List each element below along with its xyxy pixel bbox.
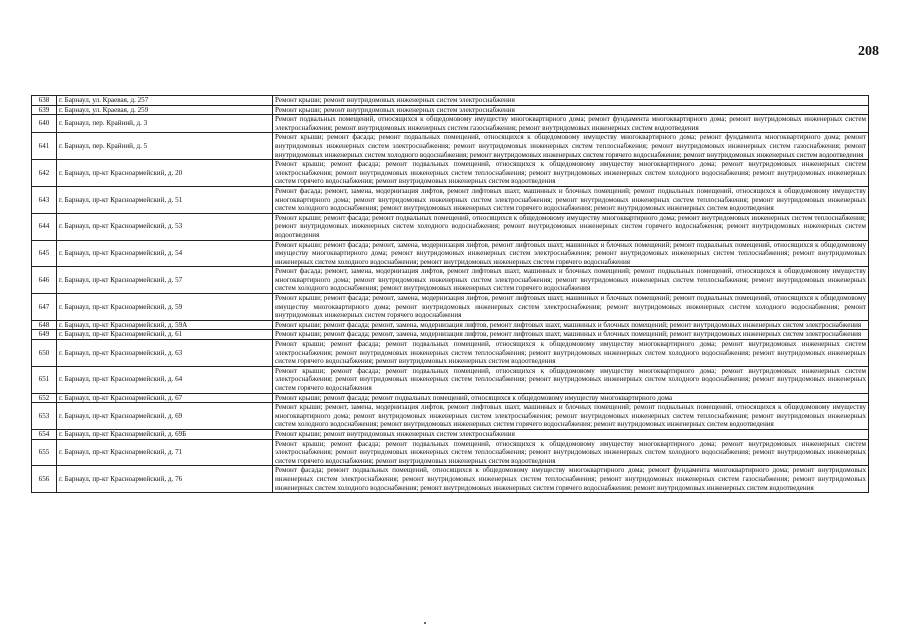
address-cell: г. Барнаул, пр-кт Красноармейский, д. 71 — [57, 439, 273, 466]
address-cell: г. Барнаул, пр-кт Красноармейский, д. 59А — [57, 320, 273, 330]
address-cell: г. Барнаул, ул. Краевая, д. 259 — [57, 105, 273, 115]
row-number-cell: 653 — [32, 403, 57, 430]
address-cell: г. Барнаул, пр-кт Красноармейский, д. 57 — [57, 267, 273, 294]
row-number-cell: 644 — [32, 213, 57, 240]
table-row — [32, 294, 869, 321]
works-cell: Ремонт крыши; ремонт, замена, модернизация лифтов, ремонт лифтовых шахт, машинных и блочных помещений; ремонт подвальных помещений, относящихся к общедомовому имуществу многоквартирного дома; ремонт внутридомовых инженерных систем электроснабжения; ремонт внутридомовых инженерных систем теплоснабжения; ремонт внутридомовых инженерных систем холодного водоснабжения; ремонт внутридомовых инженерных систем горячего водоснабжения; ремонт внутридомовых инженерных систем водоотведения — [273, 403, 869, 430]
row-number-cell: 651 — [32, 366, 57, 393]
table-row — [32, 213, 869, 240]
table-body — [32, 96, 869, 493]
row-number-cell: 638 — [32, 96, 57, 106]
address-cell: г. Барнаул, пр-кт Красноармейский, д. 20 — [57, 160, 273, 187]
table-row — [32, 240, 869, 267]
address-cell: г. Барнаул, пр-кт Красноармейский, д. 69Б — [57, 429, 273, 439]
table-row — [32, 439, 869, 466]
works-cell: Ремонт фасада; ремонт, замена, модернизация лифтов, ремонт лифтовых шахт, машинных и блочных помещений; ремонт подвальных помещений, относящихся к общедомовому имуществу многоквартирного дома; ремонт внутридомовых инженерных систем электроснабжения; ремонт внутридомовых инженерных систем теплоснабжения; ремонт внутридомовых инженерных систем холодного водоснабжения; ремонт внутридомовых инженерных систем горячего водоснабжения — [273, 267, 869, 294]
table-row — [32, 320, 869, 330]
row-number-cell: 654 — [32, 429, 57, 439]
scan-dot — [424, 622, 426, 624]
works-cell: Ремонт крыши; ремонт внутридомовых инженерных систем электроснабжения — [273, 105, 869, 115]
works-cell: Ремонт крыши; ремонт фасада; ремонт подвальных помещений, относящихся к общедомовому имуществу многоквартирного дома; ремонт внутридомовых инженерных систем электроснабжения; ремонт внутридомовых инженерных систем теплоснабжения; ремонт внутридомовых инженерных систем холодного водоснабжения; ремонт внутридомовых инженерных систем горячего водоснабжения — [273, 366, 869, 393]
table-row — [32, 186, 869, 213]
table-row — [32, 366, 869, 393]
works-cell: Ремонт фасада; ремонт, замена, модернизация лифтов, ремонт лифтовых шахт, машинных и блочных помещений; ремонт подвальных помещений, относящихся к общедомовому имуществу многоквартирного дома; ремонт внутридомовых инженерных систем электроснабжения; ремонт внутридомовых инженерных систем теплоснабжения; ремонт внутридомовых инженерных систем холодного водоснабжения; ремонт внутридомовых инженерных систем горячего водоснабжения; ремонт внутридомовых инженерных систем водоотведения — [273, 186, 869, 213]
row-number-cell: 656 — [32, 466, 57, 493]
address-cell: г. Барнаул, пр-кт Красноармейский, д. 76 — [57, 466, 273, 493]
table-row — [32, 105, 869, 115]
table-row — [32, 115, 869, 133]
works-cell: Ремонт крыши; ремонт фасада; ремонт, замена, модернизация лифтов, ремонт лифтовых шахт, машинных и блочных помещений; ремонт внутридомовых инженерных систем электроснабжения — [273, 320, 869, 330]
page-number: 208 — [858, 44, 879, 59]
works-cell: Ремонт фасада; ремонт подвальных помещений, относящихся к общедомовому имуществу многоквартирного дома; ремонт фундамента многоквартирного дома; ремонт внутридомовых инженерных систем электроснабжения; ремонт внутридомовых инженерных систем теплоснабжения; ремонт внутридомовых инженерных систем газоснабжения; ремонт внутридомовых инженерных систем холодного водоснабжения; ремонт внутридомовых инженерных систем горячего водоснабжения; ремонт внутридомовых инженерных систем водоотведения — [273, 466, 869, 493]
table-row — [32, 160, 869, 187]
table-row — [32, 340, 869, 367]
address-cell: г. Барнаул, пр-кт Красноармейский, д. 59 — [57, 294, 273, 321]
works-cell: Ремонт крыши; ремонт фасада; ремонт подвальных помещений, относящихся к общедомовому имуществу многоквартирного дома; ремонт внутридомовых инженерных систем электроснабжения; ремонт внутридомовых инженерных систем теплоснабжения; ремонт внутридомовых инженерных систем холодного водоснабжения; ремонт внутридомовых инженерных систем горячего водоснабжения; ремонт внутридомовых инженерных систем водоотведения — [273, 340, 869, 367]
table-row — [32, 267, 869, 294]
address-cell: г. Барнаул, пр-кт Красноармейский, д. 64 — [57, 366, 273, 393]
address-cell: г. Барнаул, пр-кт Красноармейский, д. 51 — [57, 186, 273, 213]
address-cell: г. Барнаул, пр-кт Красноармейский, д. 69 — [57, 403, 273, 430]
row-number-cell: 641 — [32, 133, 57, 160]
works-cell: Ремонт крыши; ремонт фасада; ремонт подвальных помещений, относящихся к общедомовому имуществу многоквартирного дома; ремонт внутридомовых инженерных систем теплоснабжения; ремонт внутридомовых инженерных систем холодного водоснабжения; ремонт внутридомовых инженерных систем горячего водоснабжения; ремонт внутридомовых инженерных систем водоотведения — [273, 213, 869, 240]
works-cell: Ремонт крыши; ремонт фасада; ремонт, замена, модернизация лифтов, ремонт лифтовых шахт, машинных и блочных помещений; ремонт подвальных помещений, относящихся к общедомовому имуществу многоквартирного дома; ремонт внутридомовых инженерных систем электроснабжения; ремонт внутридомовых инженерных систем холодного водоснабжения; ремонт внутридомовых инженерных систем горячего водоснабжения — [273, 294, 869, 321]
row-number-cell: 639 — [32, 105, 57, 115]
table-row — [32, 466, 869, 493]
works-cell: Ремонт крыши; ремонт фасада; ремонт подвальных помещений, относящихся к общедомовому имуществу многоквартирного дома; ремонт внутридомовых инженерных систем электроснабжения; ремонт внутридомовых инженерных систем теплоснабжения; ремонт внутридомовых инженерных систем холодного водоснабжения; ремонт внутридомовых инженерных систем горячего водоснабжения; ремонт внутридомовых инженерных систем водоотведения — [273, 160, 869, 187]
address-cell: г. Барнаул, пер. Крайний, д. 5 — [57, 133, 273, 160]
row-number-cell: 647 — [32, 294, 57, 321]
works-cell: Ремонт крыши; ремонт фасада; ремонт подвальных помещений, относящихся к общедомовому имуществу многоквартирного дома — [273, 393, 869, 403]
row-number-cell: 643 — [32, 186, 57, 213]
repair-works-table — [31, 95, 869, 493]
works-cell: Ремонт крыши; ремонт внутридомовых инженерных систем электроснабжения — [273, 96, 869, 106]
row-number-cell: 642 — [32, 160, 57, 187]
works-cell: Ремонт подвальных помещений, относящихся к общедомовому имуществу многоквартирного дома; ремонт фундамента многоквартирного дома; ремонт внутридомовых инженерных систем электроснабжения; ремонт внутридомовых инженерных систем газоснабжения; ремонт внутридомовых инженерных систем водоотведения — [273, 115, 869, 133]
table-row — [32, 133, 869, 160]
row-number-cell: 655 — [32, 439, 57, 466]
row-number-cell: 652 — [32, 393, 57, 403]
row-number-cell: 648 — [32, 320, 57, 330]
address-cell: г. Барнаул, пр-кт Красноармейский, д. 67 — [57, 393, 273, 403]
table-row — [32, 403, 869, 430]
works-cell: Ремонт крыши; ремонт фасада; ремонт, замена, модернизация лифтов, ремонт лифтовых шахт, машинных и блочных помещений; ремонт внутридомовых инженерных систем электроснабжения — [273, 330, 869, 340]
table-row — [32, 429, 869, 439]
row-number-cell: 649 — [32, 330, 57, 340]
table-row — [32, 96, 869, 106]
works-cell: Ремонт крыши; ремонт внутридомовых инженерных систем электроснабжения — [273, 429, 869, 439]
row-number-cell: 650 — [32, 340, 57, 367]
works-cell: Ремонт крыши; ремонт фасада; ремонт, замена, модернизация лифтов, ремонт лифтовых шахт, машинных и блочных помещений; ремонт подвальных помещений, относящихся к общедомовому имуществу многоквартирного дома; ремонт внутридомовых инженерных систем электроснабжения; ремонт внутридомовых инженерных систем теплоснабжения; ремонт внутридомовых инженерных систем холодного водоснабжения; ремонт внутридомовых инженерных систем горячего водоснабжения — [273, 240, 869, 267]
works-cell: Ремонт крыши; ремонт фасада; ремонт подвальных помещений, относящихся к общедомовому имуществу многоквартирного дома; ремонт фундамента многоквартирного дома; ремонт внутридомовых инженерных систем электроснабжения; ремонт внутридомовых инженерных систем теплоснабжения; ремонт внутридомовых инженерных систем газоснабжения; ремонт внутридомовых инженерных систем холодного водоснабжения; ремонт внутридомовых инженерных систем горячего водоснабжения; ремонт внутридомовых инженерных систем водоотведения — [273, 133, 869, 160]
row-number-cell: 646 — [32, 267, 57, 294]
address-cell: г. Барнаул, пр-кт Красноармейский, д. 54 — [57, 240, 273, 267]
address-cell: г. Барнаул, пр-кт Красноармейский, д. 63 — [57, 340, 273, 367]
works-cell: Ремонт крыши; ремонт фасада; ремонт подвальных помещений, относящихся к общедомовому имуществу многоквартирного дома; ремонт внутридомовых инженерных систем электроснабжения; ремонт внутридомовых инженерных систем теплоснабжения; ремонт внутридомовых инженерных систем холодного водоснабжения; ремонт внутридомовых инженерных систем горячего водоснабжения; ремонт внутридомовых инженерных систем водоотведения — [273, 439, 869, 466]
address-cell: г. Барнаул, пр-кт Красноармейский, д. 53 — [57, 213, 273, 240]
address-cell: г. Барнаул, пр-кт Красноармейский, д. 61 — [57, 330, 273, 340]
address-cell: г. Барнаул, пер. Крайний, д. 3 — [57, 115, 273, 133]
row-number-cell: 640 — [32, 115, 57, 133]
table-row — [32, 393, 869, 403]
address-cell: г. Барнаул, ул. Краевая, д. 257 — [57, 96, 273, 106]
row-number-cell: 645 — [32, 240, 57, 267]
table-row — [32, 330, 869, 340]
